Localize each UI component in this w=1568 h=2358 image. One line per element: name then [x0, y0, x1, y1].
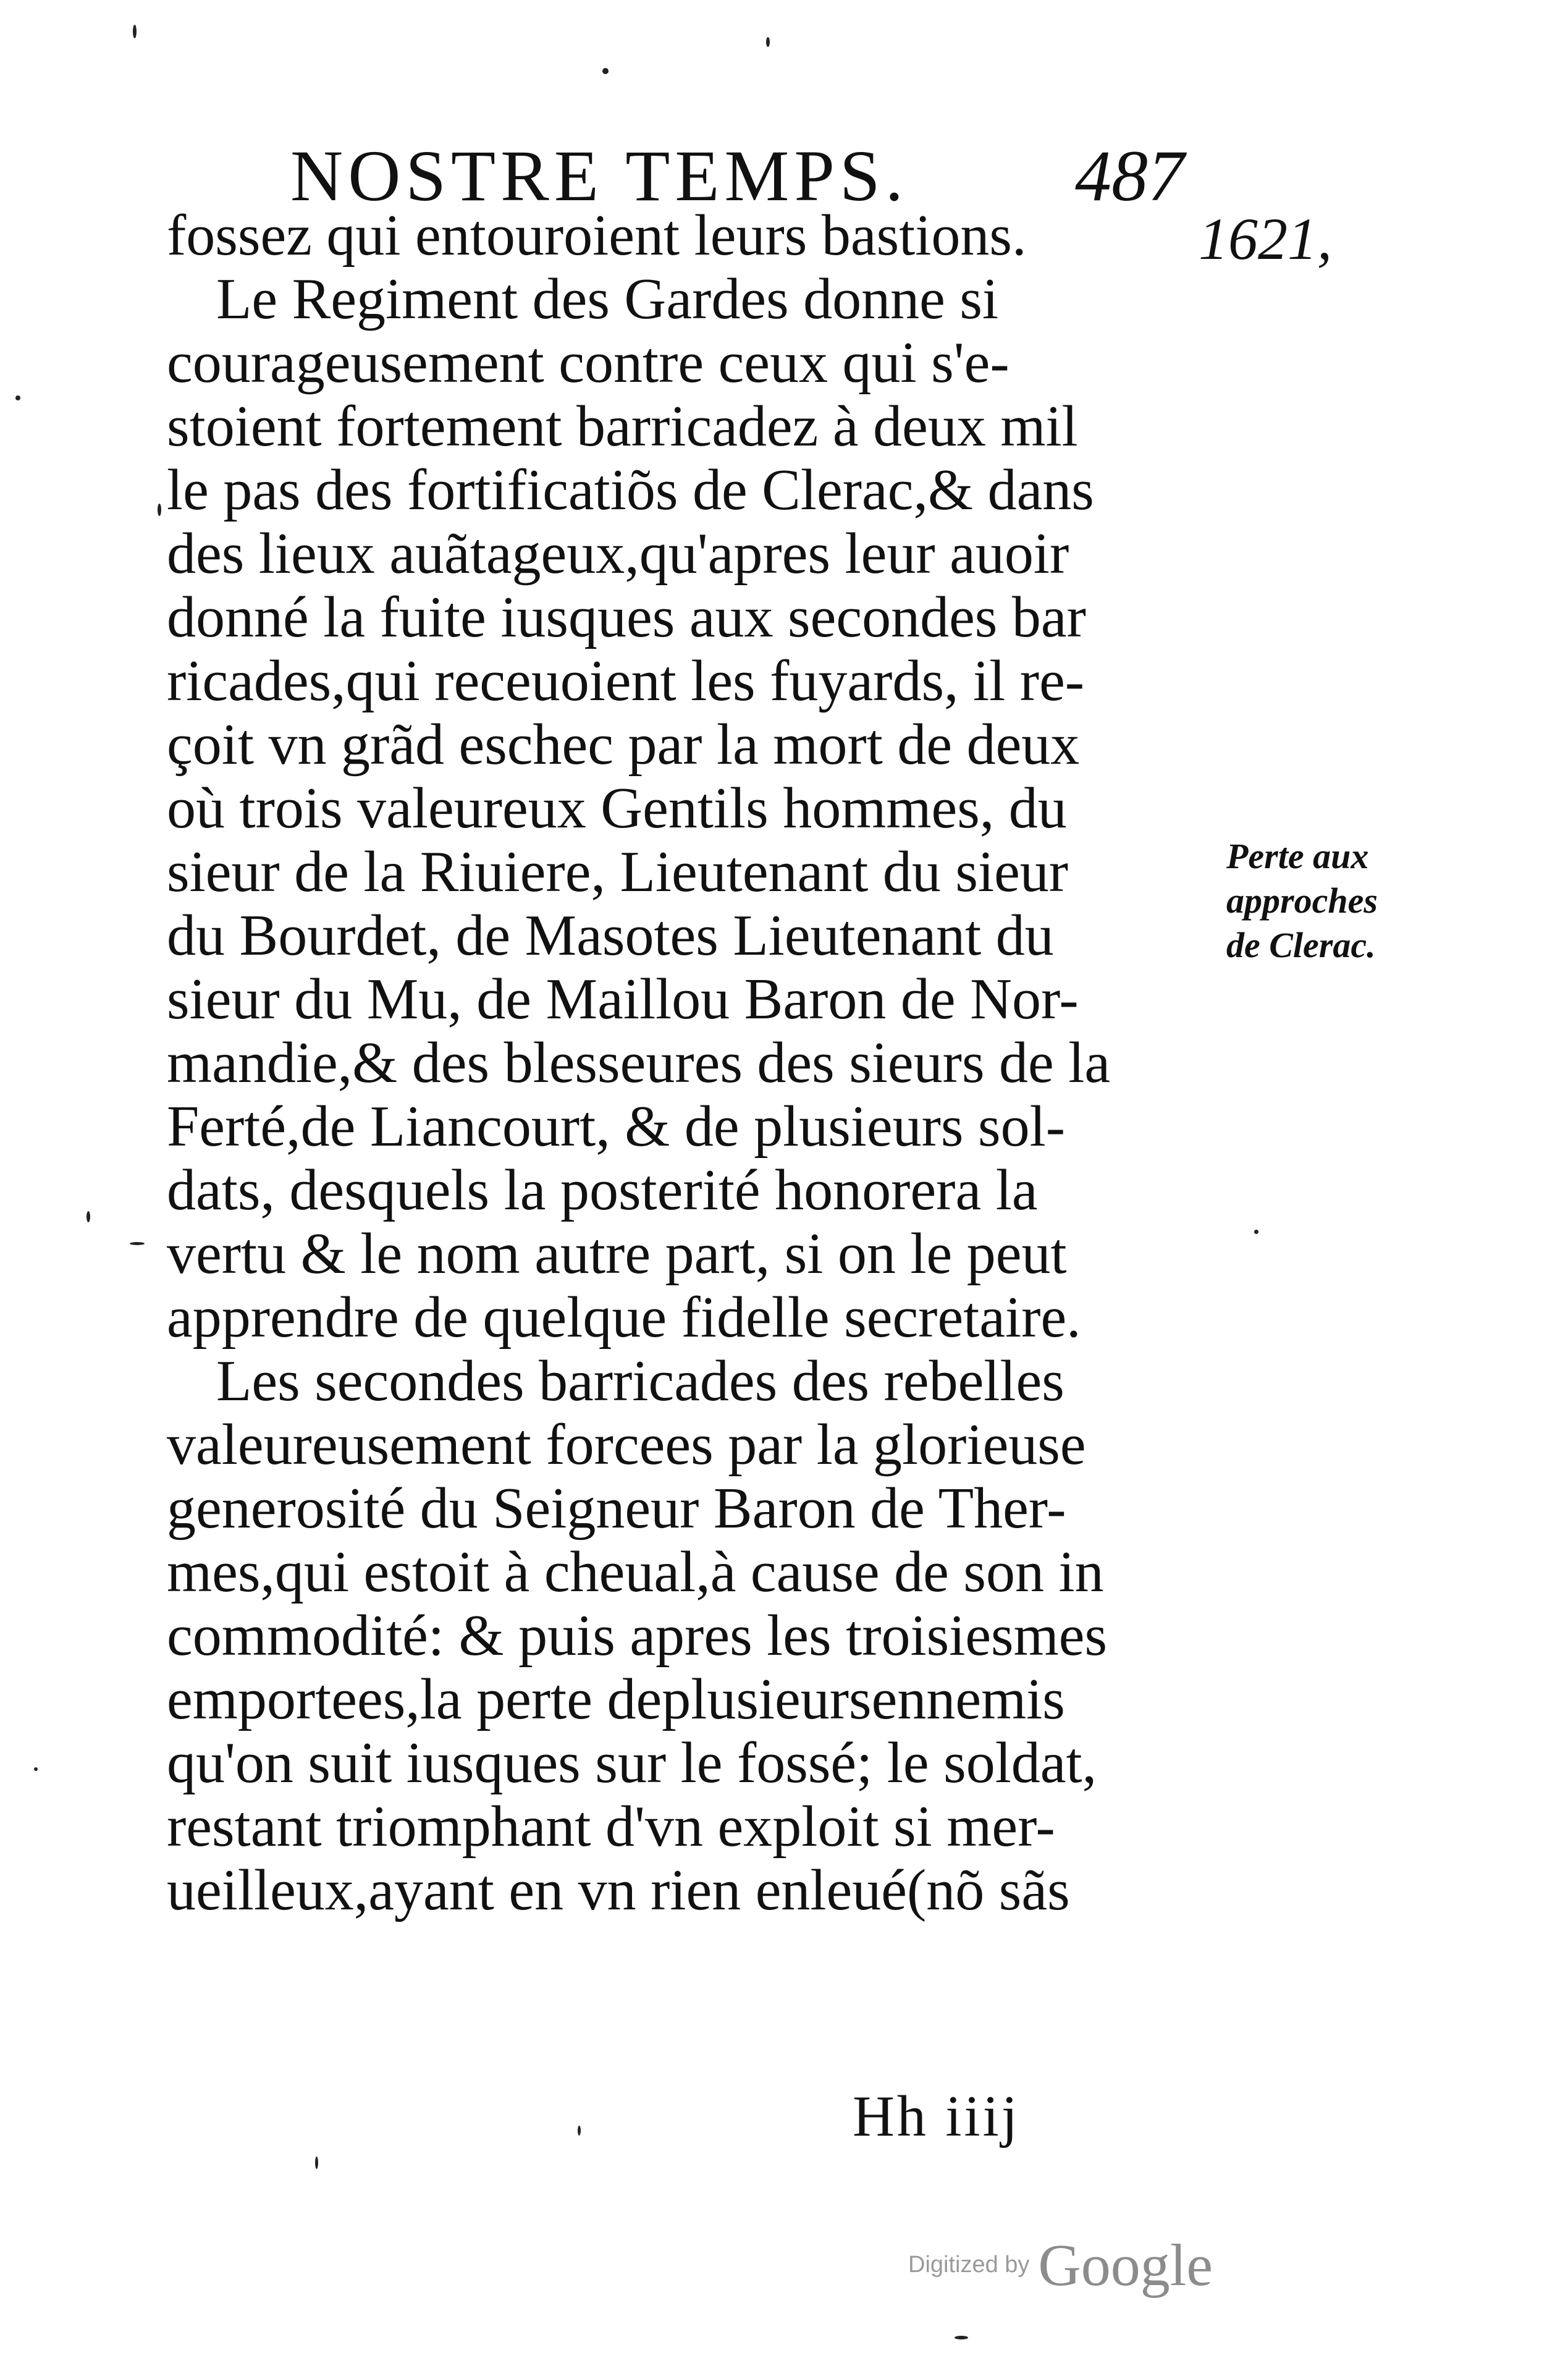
running-title: NOSTRE TEMPS.: [290, 135, 909, 216]
scan-speck: [578, 2126, 581, 2136]
margin-note: [1226, 834, 1436, 968]
text-line: des lieux auãtageux,qu'apres leur auoir: [167, 522, 1069, 586]
watermark-prefix: Digitized by: [908, 2252, 1030, 2278]
text-line: le pas des fortificatiõs de Clerac,& dans: [167, 458, 1094, 522]
scan-speck: [133, 25, 137, 38]
text-line: apprendre de quelque fidelle secretaire.: [167, 1285, 1081, 1350]
text-line: mes,qui estoit à cheual,à cause de son in: [167, 1540, 1104, 1604]
scan-speck: [86, 1211, 90, 1222]
margin-note-line: Perte aux: [1226, 836, 1369, 876]
text-line: çoit vn grãd eschec par la mort de deux: [167, 712, 1080, 777]
text-line: Ferté,de Liancourt, & de plusieurs sol-: [167, 1094, 1066, 1159]
text-line: où trois valeureux Gentils hommes, du: [167, 776, 1067, 840]
text-line: restant triomphant d'vn exploit si mer-: [167, 1794, 1055, 1859]
watermark-logo: Google: [1038, 2232, 1213, 2298]
text-line: ueilleux,ayant en vn rien enleué(nõ sãs: [167, 1858, 1070, 1922]
scan-speck: [158, 504, 161, 516]
text-line: sieur de la Riuiere, Lieutenant du sieur: [167, 840, 1069, 904]
scan-speck: [1254, 1230, 1258, 1234]
scan-speck: [15, 395, 20, 400]
text-line: courageusement contre ceux qui s'e-: [167, 331, 1010, 395]
text-line: commodité: & puis apres les troisiesmes: [167, 1604, 1108, 1668]
margin-note-line: approches: [1226, 881, 1378, 921]
text-line: mandie,& des blesseures des sieurs de la: [167, 1031, 1111, 1095]
text-line: qu'on suit iusques sur le fossé; le soldat,: [167, 1731, 1097, 1795]
scan-speck: [130, 1242, 145, 1245]
text-line: emportees,la perte deplusieursennemis: [167, 1667, 1065, 1731]
scan-speck: [955, 2336, 968, 2339]
text-line: donné la fuite iusques aux secondes bar: [167, 585, 1086, 649]
page-number: 487: [1075, 135, 1184, 216]
scan-speck: [315, 2157, 318, 2169]
scan-speck: [602, 68, 609, 74]
text-line: du Bourdet, de Masotes Lieutenant du: [167, 903, 1054, 968]
text-line: sieur du Mu, de Maillou Baron de Nor-: [167, 967, 1079, 1031]
text-line: vertu & le nom autre part, si on le peut: [167, 1222, 1067, 1286]
text-line: dats, desquels la posterité honorera la: [167, 1158, 1038, 1222]
scan-speck: [766, 37, 770, 47]
margin-note-line: de Clerac.: [1226, 925, 1376, 965]
margin-year: 1621,: [1199, 206, 1332, 272]
text-line: stoient fortement barricadez à deux mil: [167, 394, 1078, 458]
text-line: ricades,qui receuoient les fuyards, il re-: [167, 649, 1085, 713]
body-text: [167, 204, 1236, 1922]
text-line: Les secondes barricades des rebelles: [216, 1349, 1064, 1413]
text-line: Le Regiment des Gardes donne si: [216, 267, 999, 331]
digitized-watermark: [908, 2231, 1213, 2299]
text-line: fossez qui entouroient leurs bastions.: [167, 203, 1027, 268]
text-line: generosité du Seigneur Baron de Ther-: [167, 1476, 1066, 1540]
scan-speck: [34, 1767, 38, 1771]
text-line: valeureusement forcees par la glorieuse: [167, 1413, 1086, 1477]
signature-mark: Hh iiij: [853, 2084, 1020, 2149]
